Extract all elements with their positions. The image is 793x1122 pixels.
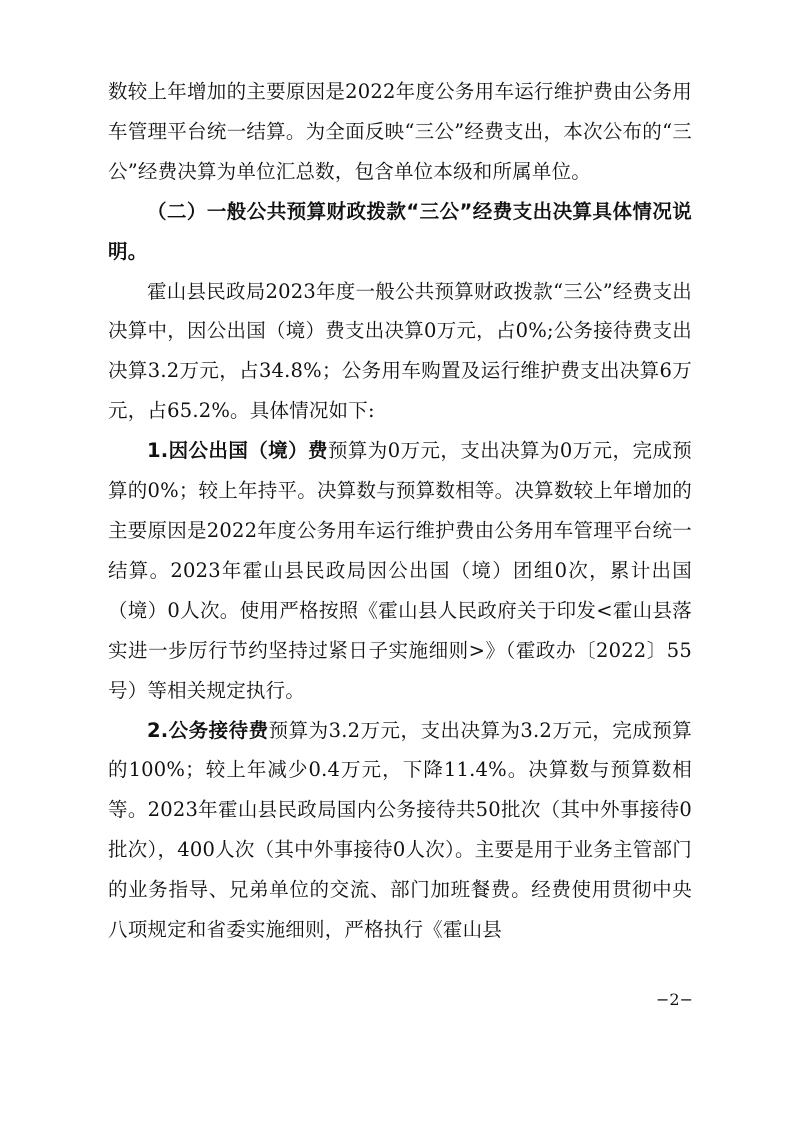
paragraph-overseas-travel <box>108 431 692 710</box>
paragraph-continuation: 数较上年增加的主要原因是2022年度公务用车运行维护费由公务用车管理平台统一结算。为全面反映“三公”经费支出，本次公布的“三公”经费决算为单位汇总数，包含单位本级和所属单位。 <box>108 80 692 183</box>
paragraph-body-overseas-travel: 预算为0万元，支出决算为0万元，完成预算的0%；较上年持平。决算数与预算数相等。决算数较上年增加的主要原因是2022年度公务用车运行维护费由公务用车管理平台统一结算。2023年霍山县民政局因公出国（境）团组0次，累计出国（境）0人次。使用严格按照《霍山县人民政府关于印发<霍山县落实进一步厉行节约坚持过紧日子实施细则>》（霍政办〔2022〕55号）等相关规定执行。 <box>108 439 692 702</box>
paragraph-lead-reception: 2.公务接待费 <box>147 718 269 742</box>
paragraph-reception <box>108 711 692 950</box>
section-heading: （二）一般公共预算财政拨款“三公”经费支出决算具体情况说明。 <box>108 199 692 263</box>
paragraph-summary: 霍山县民政局2023年度一般公共预算财政拨款“三公”经费支出决算中，因公出国（境）费支出决算0万元，占0%;公务接待费支出决算3.2万元，占34.8%；公务用车购置及运行维护费支出决算6万元，占65.2%。具体情况如下: <box>108 279 692 423</box>
paragraph-lead-overseas-travel: 1.因公出国（境）费 <box>147 439 328 463</box>
page-number: −2− <box>656 990 693 1009</box>
document-body <box>108 72 692 950</box>
paragraph-body-reception: 预算为3.2万元，支出决算为3.2万元，完成预算的100%；较上年减少0.4万元，下降11.4%。决算数与预算数相等。2023年霍山县民政局国内公务接待共50批次（其中外事接待0批次），400人次（其中外事接待0人次）。主要是用于业务主管部门的业务指导、兄弟单位的交流、部门加班餐费。经费使用贯彻中央八项规定和省委实施细则，严格执行《霍山县 <box>108 718 692 942</box>
